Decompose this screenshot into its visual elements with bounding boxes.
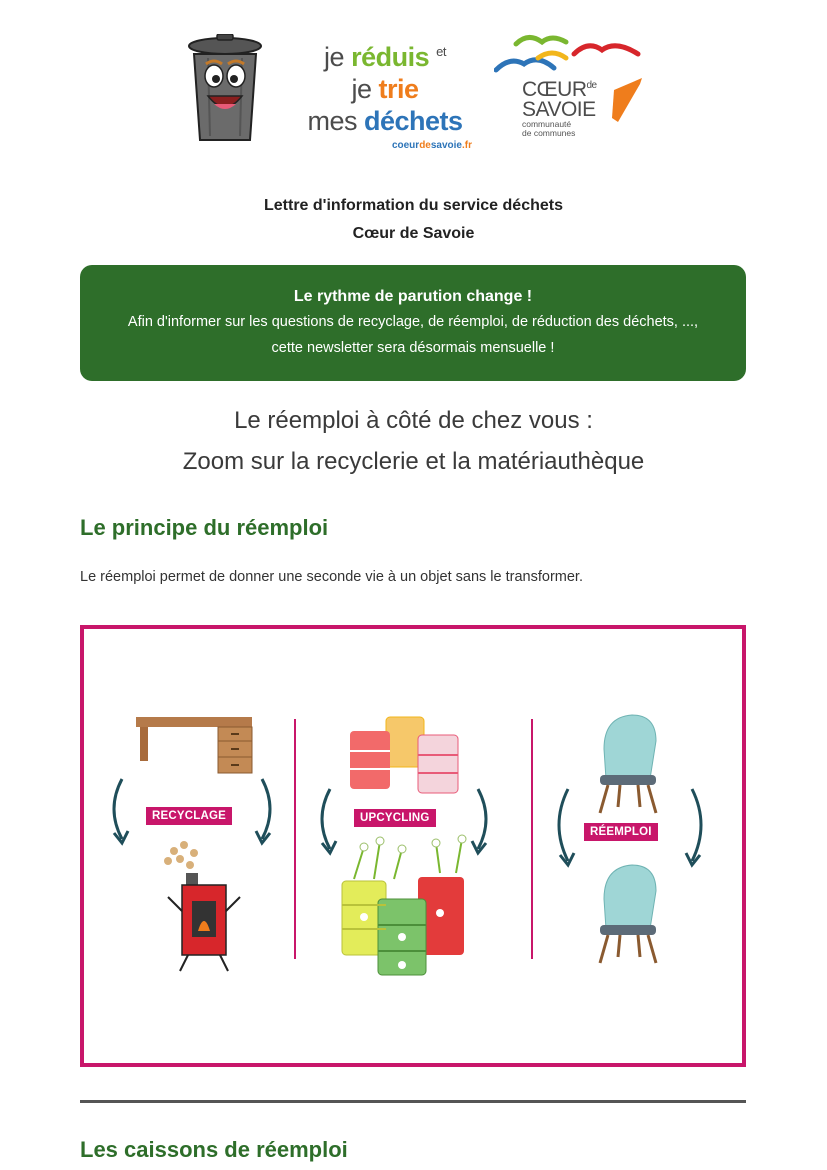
slogan-logo bbox=[290, 36, 480, 151]
logo-line-1: $CŒUR^{de}$ bbox=[522, 78, 597, 101]
site-url: coeurdesavoie.fr bbox=[391, 140, 472, 151]
label-upcycling: UPCYCLING bbox=[354, 809, 436, 827]
slogan-line-3: mes déchets bbox=[307, 106, 463, 136]
chair-icon bbox=[600, 715, 656, 813]
section-title-principe: Le principe du réemploi bbox=[80, 515, 329, 540]
logo-line-3: communauté bbox=[522, 119, 572, 129]
logo-line-2: SAVOIE bbox=[522, 98, 596, 121]
slogan-line-1: je réduis $^{et}$ bbox=[324, 42, 446, 72]
desk-icon bbox=[136, 717, 252, 773]
chair-icon bbox=[600, 865, 656, 963]
label-reemploi: RÉEMPLOI bbox=[584, 823, 658, 841]
pellet-stove-icon bbox=[164, 841, 240, 971]
newsletter-title bbox=[0, 192, 827, 248]
banner-text: Afin d'informer sur les questions de recyclage, de réemploi, de réduction des déchets, ..., cette newsletter sera désormais mensuelle ! bbox=[127, 314, 699, 356]
illustration-drawing bbox=[84, 629, 742, 1063]
main-title bbox=[0, 400, 827, 482]
trash-can-mascot-icon bbox=[184, 34, 266, 146]
newsletter-title-line-1: Lettre d'information du service déchets bbox=[264, 197, 563, 214]
label-recyclage: RECYCLAGE bbox=[146, 807, 232, 825]
main-title-line-1: Le réemploi à côté de chez vous : bbox=[234, 407, 593, 434]
newsletter-title-line-2: Cœur de Savoie bbox=[352, 225, 475, 242]
main-title-line-2: Zoom sur la recyclerie et la matériauthèque bbox=[182, 448, 645, 475]
section-title-caissons: Les caissons de réemploi bbox=[80, 1137, 348, 1162]
header bbox=[0, 28, 827, 158]
banner-heading: Le rythme de parution change ! bbox=[293, 288, 533, 305]
logo-line-4: de communes bbox=[522, 128, 576, 138]
barrels-icon bbox=[350, 717, 458, 793]
coeur-de-savoie-logo bbox=[522, 76, 597, 138]
barrel-planters-icon bbox=[342, 835, 466, 975]
section-text-principe: Le réemploi permet de donner une seconde vie à un objet sans le transformer. bbox=[80, 569, 583, 585]
announcement-banner bbox=[80, 265, 746, 381]
section-divider bbox=[80, 1100, 746, 1103]
reemploi-illustration bbox=[80, 625, 746, 1067]
slogan-line-2: je trie bbox=[351, 74, 419, 104]
